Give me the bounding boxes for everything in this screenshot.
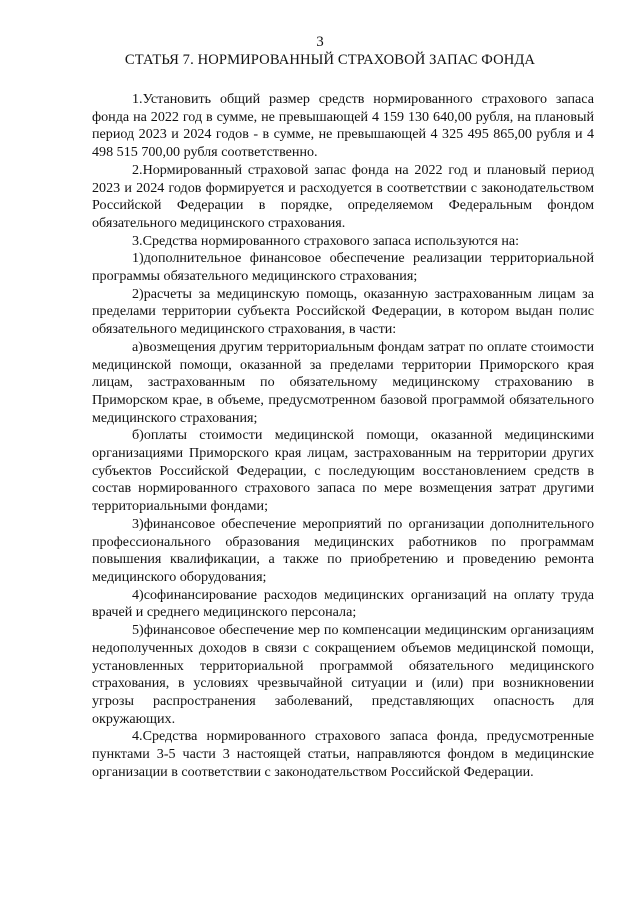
- paragraph-4: 4.Средства нормированного страхового запаса фонда, предусмотренные пунктами 3-5 части 3 настоящей статьи, направляются фондом в медицинские организации в соответствии с законодательством Российской Федерации.: [92, 728, 594, 780]
- paragraph-3: 3.Средства нормированного страхового запаса используются на:: [132, 232, 520, 249]
- list-item-3: 3)финансовое обеспечение мероприятий по организации дополнительного профессионального образования медицинских работников по программам повышения квалификации, а также по приобретению и проведению ремонта медицинского оборудования;: [92, 515, 594, 585]
- article-title: СТАТЬЯ 7. НОРМИРОВАННЫЙ СТРАХОВОЙ ЗАПАС ФОНДА: [124, 52, 536, 68]
- paragraph-2: 2.Нормированный страховой запас фонда на 2022 год и плановый период 2023 и 2024 годов формируется и расходуется в соответствии с законодательством Российской Федерации в порядке, определяемом Федеральным фондом обязательного медицинского страхования.: [92, 161, 594, 231]
- list-item-2: 2)расчеты за медицинскую помощь, оказанную застрахованным лицам за пределами территории субъекта Российской Федерации, в котором выдан полис обязательного медицинского страхования, в части:: [92, 285, 594, 338]
- page-number: 3: [316, 34, 324, 50]
- sub-item-b: б)оплаты стоимости медицинской помощи, оказанной медицинскими организациями Приморского края лицам, застрахованным на территории других субъектов Российской Федерации, с последующим восстановлением средств в состав нормированного страхового запаса по мере возмещения затрат другими территориальными фондами;: [92, 427, 594, 515]
- paragraph-1: 1.Установить общий размер средств нормированного страхового запаса фонда на 2022 год в сумме, не превышающей 4 159 130 640,00 рубля, на плановый период 2023 и 2024 годов - в сумме, не превышающей 4 325 495 865,00 рубля и 4 498 515 700,00 рубля соответственно.: [92, 91, 594, 161]
- list-item-1: 1)дополнительное финансовое обеспечение реализации территориальной программы обязательного медицинского страхования;: [92, 250, 594, 285]
- list-item-5: 5)финансовое обеспечение мер по компенсации медицинским организациям недополученных доходов в связи с сокращением объемов медицинской помощи, установленных территориальной программой обязательного медицинского страхования, в условиях чрезвычайной ситуации и (или) при возникновении угрозы распространения заболеваний, представляющих опасность для окружающих.: [92, 622, 594, 727]
- article-body: [92, 91, 594, 781]
- sub-item-a: а)возмещения другим территориальным фондам затрат по оплате стоимости медицинской помощи, оказанной за пределами территории Приморского края лицам, застрахованным по обязательному медицинскому страхованию в Приморском крае, в объеме, предусмотренном базовой программой обязательного медицинского страхования;: [92, 338, 594, 426]
- list-item-4: 4)софинансирование расходов медицинских организаций на оплату труда врачей и среднего медицинского персонала;: [92, 586, 594, 621]
